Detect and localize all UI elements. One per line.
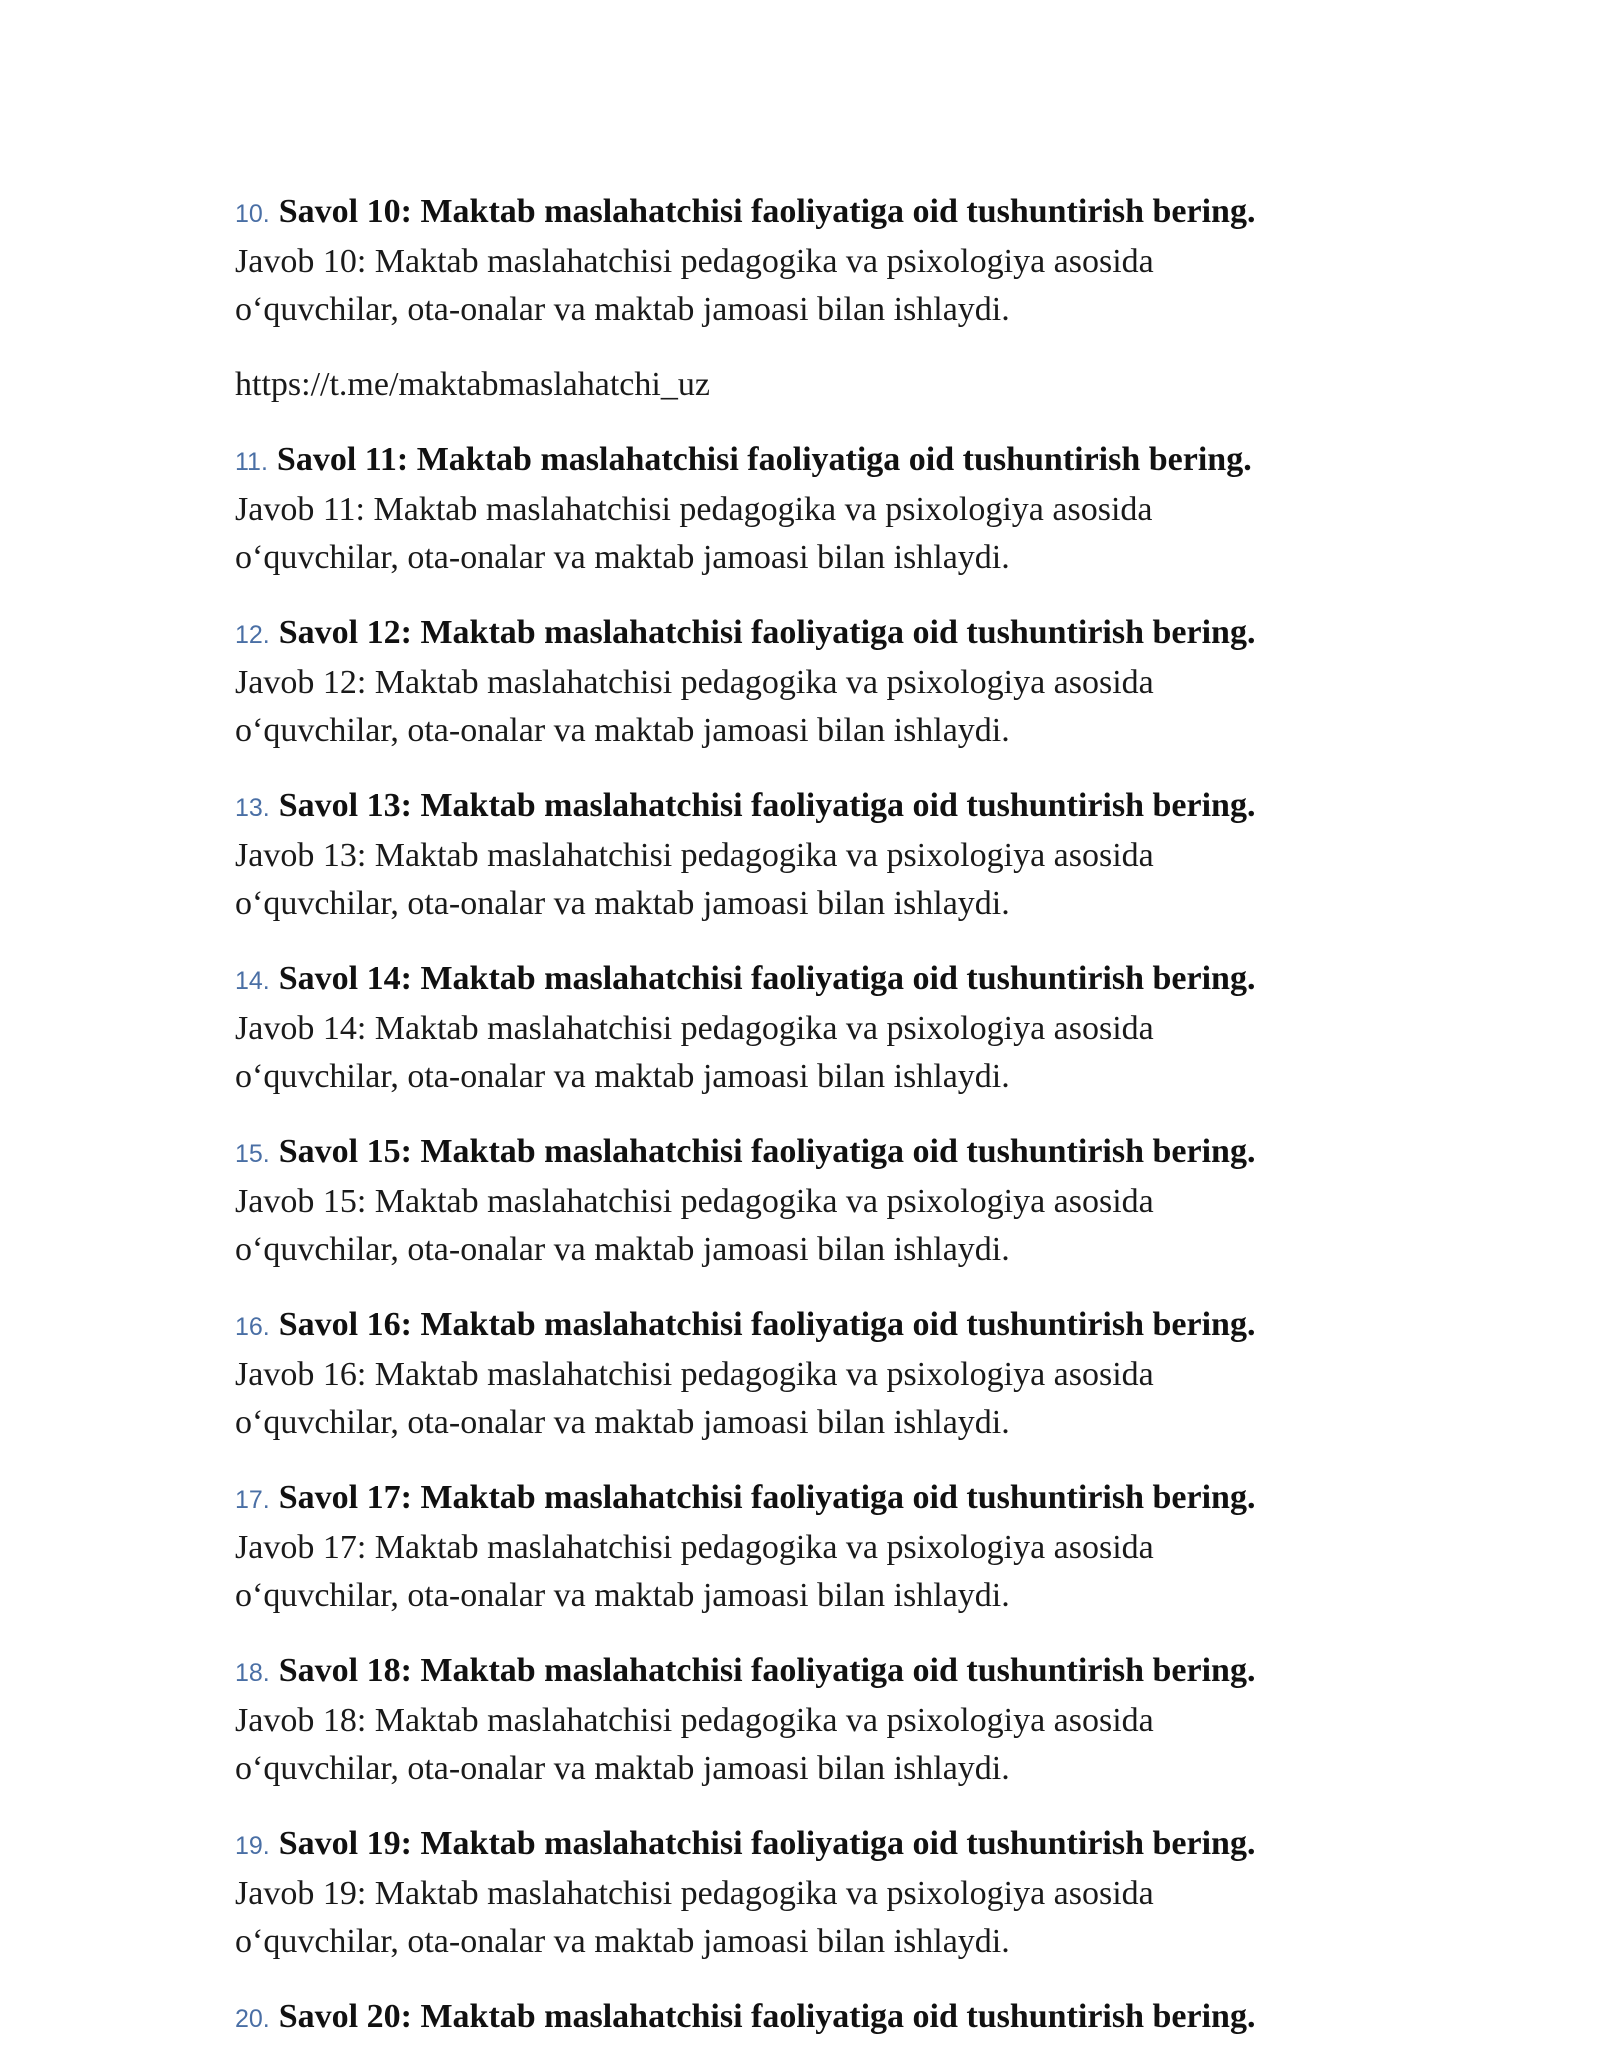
question-line <box>235 609 1415 659</box>
list-number: 18. <box>235 1659 270 1687</box>
qa-item-17 <box>235 1474 1415 1619</box>
question-text: Savol 20: Maktab maslahatchisi faoliyatiga oid tushuntirish bering. <box>278 1998 1256 2035</box>
answer-text: Javob 16: Maktab maslahatchisi pedagogika va psixologiya asosida o‘quvchilar, ota-onalar va maktab jamoasi bilan ishlaydi. <box>235 1356 1154 1441</box>
question-text: Savol 19: Maktab maslahatchisi faoliyatiga oid tushuntirish bering. <box>278 1825 1256 1862</box>
list-number: 20. <box>235 2005 270 2033</box>
telegram-link[interactable]: https://t.me/maktabmaslahatchi_uz <box>235 366 710 403</box>
qa-item-15 <box>235 1128 1415 1273</box>
qa-item-13 <box>235 782 1415 927</box>
qa-item-14 <box>235 955 1415 1100</box>
list-number: 14. <box>235 967 270 995</box>
question-line <box>235 436 1415 486</box>
question-line <box>235 1993 1415 2043</box>
question-text: Savol 18: Maktab maslahatchisi faoliyatiga oid tushuntirish bering. <box>278 1652 1256 1689</box>
qa-item-19 <box>235 1820 1415 1965</box>
list-number: 15. <box>235 1140 270 1168</box>
question-line <box>235 1474 1415 1524</box>
question-text: Savol 12: Maktab maslahatchisi faoliyatiga oid tushuntirish bering. <box>278 614 1256 651</box>
answer-text: Javob 18: Maktab maslahatchisi pedagogika va psixologiya asosida o‘quvchilar, ota-onalar va maktab jamoasi bilan ishlaydi. <box>235 1702 1154 1787</box>
question-line <box>235 1820 1415 1870</box>
answer-text: Javob 15: Maktab maslahatchisi pedagogika va psixologiya asosida o‘quvchilar, ota-onalar va maktab jamoasi bilan ishlaydi. <box>235 1183 1154 1268</box>
qa-item-16 <box>235 1301 1415 1446</box>
qa-item-10 <box>235 188 1415 333</box>
answer-text: Javob 11: Maktab maslahatchisi pedagogika va psixologiya asosida o‘quvchilar, ota-onalar va maktab jamoasi bilan ishlaydi. <box>235 491 1153 576</box>
question-line <box>235 955 1415 1005</box>
answer-text: Javob 14: Maktab maslahatchisi pedagogika va psixologiya asosida o‘quvchilar, ota-onalar va maktab jamoasi bilan ishlaydi. <box>235 1010 1154 1095</box>
list-number: 17. <box>235 1486 270 1514</box>
qa-item-12 <box>235 609 1415 754</box>
question-line <box>235 782 1415 832</box>
question-text: Savol 16: Maktab maslahatchisi faoliyatiga oid tushuntirish bering. <box>278 1306 1256 1343</box>
answer-text: Javob 17: Maktab maslahatchisi pedagogika va psixologiya asosida o‘quvchilar, ota-onalar va maktab jamoasi bilan ishlaydi. <box>235 1529 1154 1614</box>
answer-text: Javob 19: Maktab maslahatchisi pedagogika va psixologiya asosida o‘quvchilar, ota-onalar va maktab jamoasi bilan ishlaydi. <box>235 1875 1154 1960</box>
list-number: 19. <box>235 1832 270 1860</box>
question-line <box>235 1647 1415 1697</box>
question-line <box>235 1301 1415 1351</box>
question-text: Savol 10: Maktab maslahatchisi faoliyatiga oid tushuntirish bering. <box>278 193 1256 230</box>
question-line <box>235 188 1415 238</box>
question-text: Savol 17: Maktab maslahatchisi faoliyatiga oid tushuntirish bering. <box>278 1479 1256 1516</box>
list-number: 13. <box>235 794 270 822</box>
document-page <box>235 188 1415 2071</box>
question-text: Savol 13: Maktab maslahatchisi faoliyatiga oid tushuntirish bering. <box>278 787 1256 824</box>
question-text: Savol 11: Maktab maslahatchisi faoliyatiga oid tushuntirish bering. <box>276 441 1252 478</box>
list-number: 16. <box>235 1313 270 1341</box>
list-number: 12. <box>235 621 270 649</box>
question-text: Savol 15: Maktab maslahatchisi faoliyatiga oid tushuntirish bering. <box>278 1133 1256 1170</box>
question-text: Savol 14: Maktab maslahatchisi faoliyatiga oid tushuntirish bering. <box>278 960 1256 997</box>
list-number: 10. <box>235 200 270 228</box>
answer-text: Javob 13: Maktab maslahatchisi pedagogika va psixologiya asosida o‘quvchilar, ota-onalar va maktab jamoasi bilan ishlaydi. <box>235 837 1154 922</box>
qa-item-20 <box>235 1993 1415 2043</box>
qa-item-11 <box>235 436 1415 581</box>
question-line <box>235 1128 1415 1178</box>
list-number: 11. <box>235 448 268 476</box>
qa-item-18 <box>235 1647 1415 1792</box>
answer-text: Javob 10: Maktab maslahatchisi pedagogika va psixologiya asosida o‘quvchilar, ota-onalar va maktab jamoasi bilan ishlaydi. <box>235 243 1154 328</box>
answer-text: Javob 12: Maktab maslahatchisi pedagogika va psixologiya asosida o‘quvchilar, ota-onalar va maktab jamoasi bilan ishlaydi. <box>235 664 1154 749</box>
